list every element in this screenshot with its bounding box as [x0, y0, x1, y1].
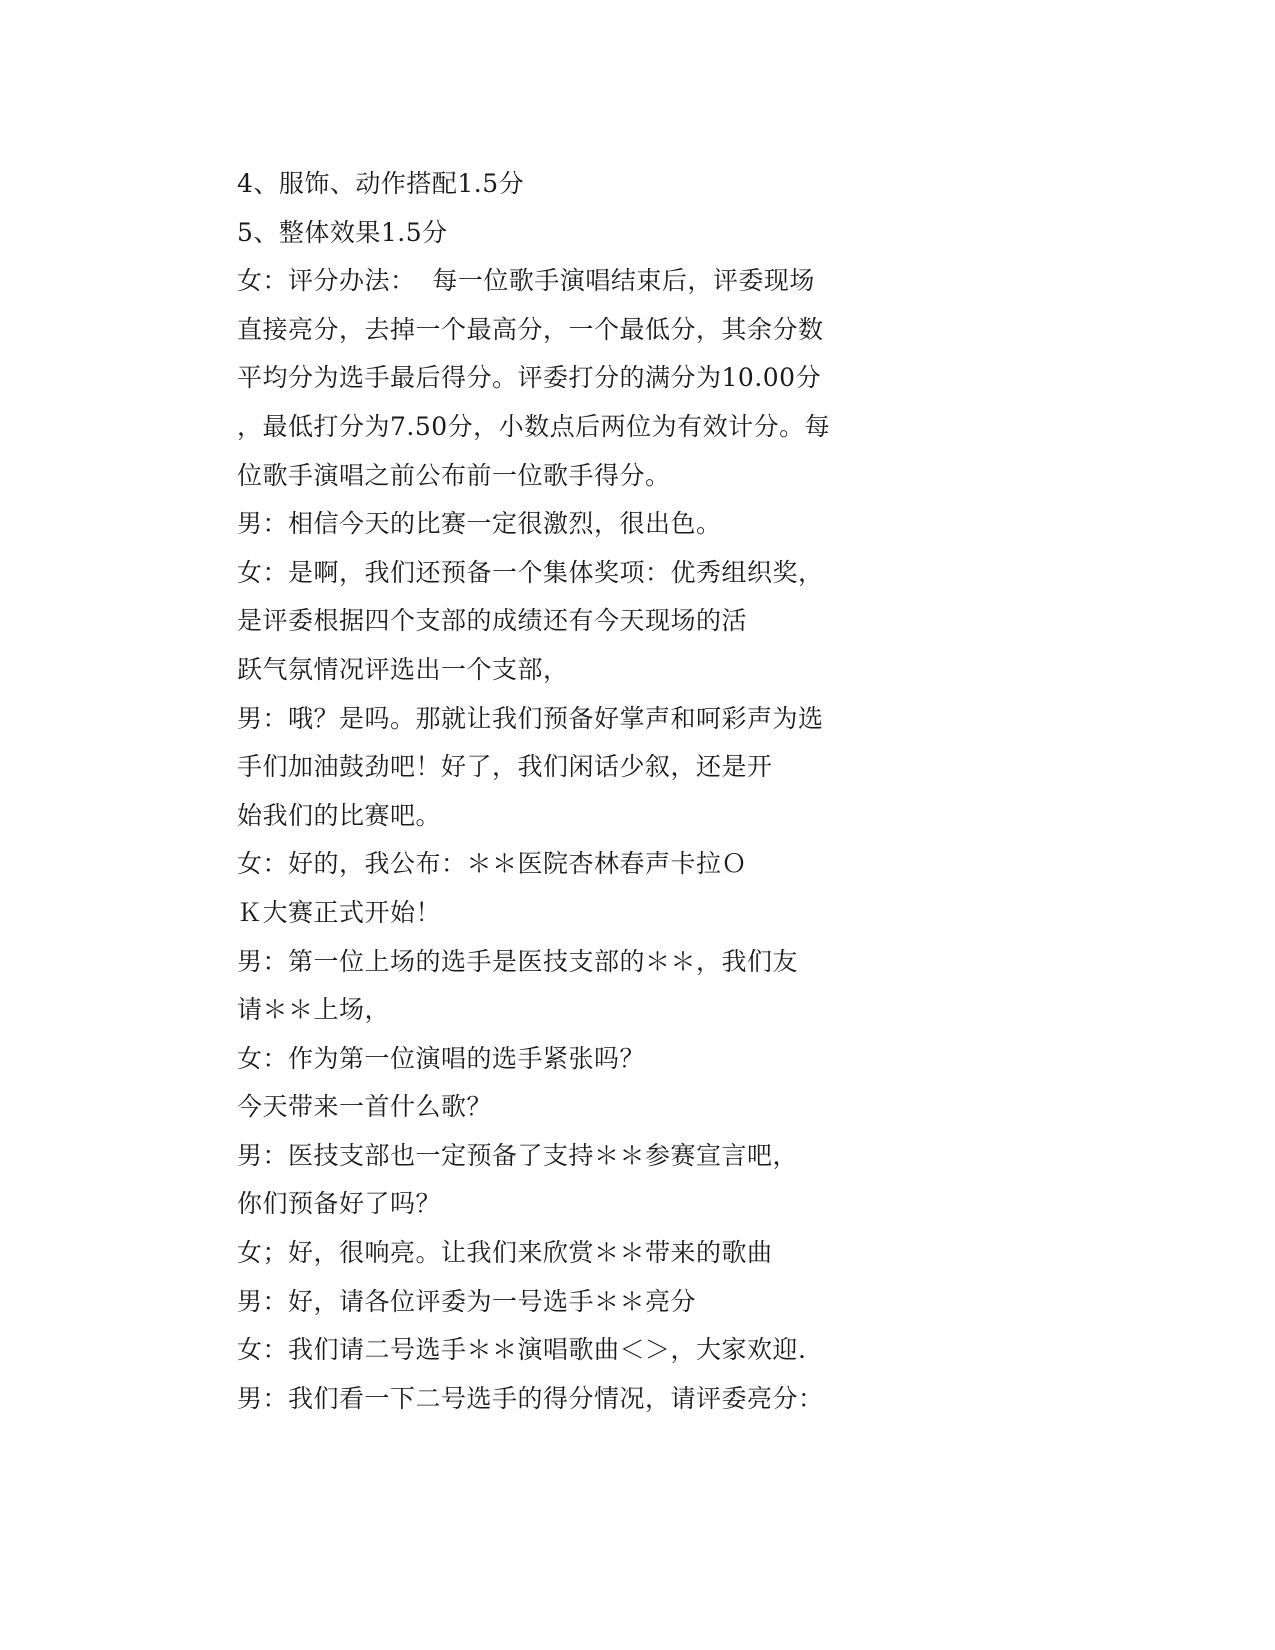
text-line: 请＊＊上场， [237, 995, 391, 1025]
text-line: 女：评分办法： 每一位歌手演唱结束后，评委现场 [237, 266, 815, 296]
text-line: 男：相信今天的比赛一定很激烈，很出色。 [237, 509, 722, 539]
document-body [237, 160, 837, 1423]
text-line: 男：第一位上场的选手是医技支部的＊＊，我们友 [237, 946, 799, 976]
text-line: 女：好的，我公布：＊＊医院杏林春声卡拉Ｏ [237, 849, 748, 879]
text-line: 女；好，很响亮。让我们来欣赏＊＊带来的歌曲 [237, 1238, 773, 1268]
text-line: ，最低打分为7.50分，小数点后两位为有效计分。每 [237, 411, 831, 441]
text-line: 女：作为第一位演唱的选手紧张吗？ [237, 1043, 646, 1073]
text-line: 男：好，请各位评委为一号选手＊＊亮分 [237, 1286, 697, 1316]
text-line: 跃气氛情况评选出一个支部， [237, 654, 569, 684]
text-line: 手们加油鼓劲吧！好了，我们闲话少叙，还是开 [237, 752, 773, 782]
text-line: 今天带来一首什么歌？ [237, 1092, 493, 1122]
text-line: 5、整体效果1.5分 [237, 217, 448, 247]
text-line: 位歌手演唱之前公布前一位歌手得分。 [237, 460, 671, 490]
text-line: 4、服饰、动作搭配1.5分 [237, 169, 525, 198]
text-line: 女：是啊，我们还预备一个集体奖项：优秀组织奖， [237, 557, 824, 587]
text-line: 男：哦？是吗。那就让我们预备好掌声和呵彩声为选 [237, 703, 824, 733]
text-line: 你们预备好了吗？ [237, 1189, 442, 1219]
text-line: 直接亮分，去掉一个最高分，一个最低分，其余分数 [237, 314, 824, 344]
text-line: 是评委根据四个支部的成绩还有今天现场的活 [237, 606, 748, 636]
text-line: 男：医技支部也一定预备了支持＊＊参赛宣言吧， [237, 1140, 799, 1170]
text-line: Ｋ大赛正式开始！ [237, 897, 442, 927]
text-line: 女：我们请二号选手＊＊演唱歌曲＜＞，大家欢迎. [237, 1335, 807, 1365]
text-line: 平均分为选手最后得分。评委打分的满分为10.00分 [237, 363, 822, 393]
text-line: 男：我们看一下二号选手的得分情况，请评委亮分： [237, 1383, 824, 1413]
text-line: 始我们的比赛吧。 [237, 800, 442, 830]
